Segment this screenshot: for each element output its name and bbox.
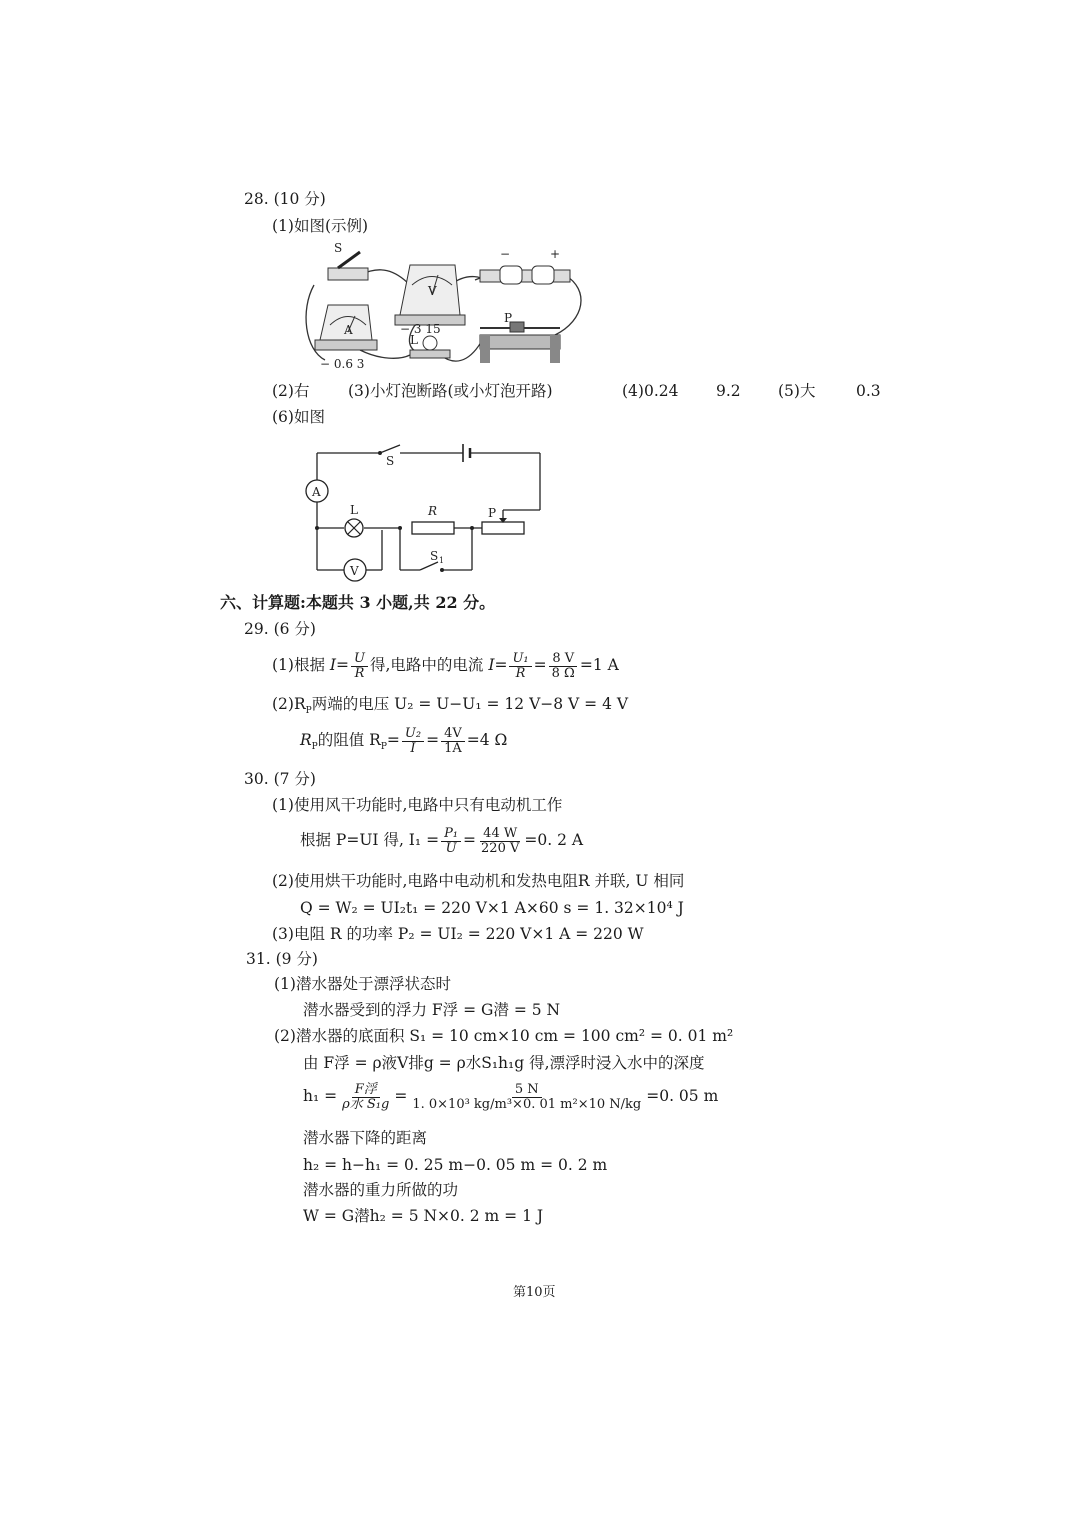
q31-header: 31. (9 分) xyxy=(246,950,318,968)
svg-text:S: S xyxy=(334,241,343,255)
svg-text:A: A xyxy=(312,485,321,499)
q28-part3: (3)小灯泡断路(或小灯泡开路) xyxy=(348,382,553,400)
q30-line5: (3)电阻 R 的功率 P₂ = UI₂ = 220 V×1 A = 220 W xyxy=(272,925,644,943)
switch-s-icon xyxy=(328,241,368,280)
q31-line1: (1)潜水器处于漂浮状态时 xyxy=(274,975,451,993)
svg-text:V: V xyxy=(428,284,437,298)
section-6-title: 六、计算题:本题共 3 小题,共 22 分。 xyxy=(220,593,496,612)
q30-line2: 根据 P=UI 得, I₁ = $\frac{\text{P₁}}{U}$ = $\frac{44 W}{220 V}$ =0. 2 A xyxy=(300,826,584,856)
q30-line3: (2)使用烘干功能时,电路中电动机和发热电阻R 并联, U 相同 xyxy=(272,872,685,890)
q28-header: 28. (10 分) xyxy=(244,190,326,208)
svg-text:P: P xyxy=(488,506,497,520)
svg-text:− 3 15: − 3 15 xyxy=(400,322,441,336)
ammeter-icon xyxy=(315,305,377,371)
svg-text:−: − xyxy=(500,247,511,261)
q31-line3: (2)潜水器的底面积 S₁ = 10 cm×10 cm = 100 cm² = 0. 01 m² xyxy=(274,1027,734,1045)
svg-text:A: A xyxy=(344,323,353,337)
page-number: 第10页 xyxy=(513,1285,556,1300)
q31-line7: h₂ = h−h₁ = 0. 25 m−0. 05 m = 0. 2 m xyxy=(303,1156,608,1174)
svg-text:L: L xyxy=(350,503,358,517)
q28-part5b: 0.3 xyxy=(856,382,881,400)
q31-line8: 潜水器的重力所做的功 xyxy=(303,1181,459,1199)
q31-line2: 潜水器受到的浮力 F浮 = G潜 = 5 N xyxy=(303,1001,561,1019)
q29-header: 29. (6 分) xyxy=(244,620,316,638)
q30-header: 30. (7 分) xyxy=(244,770,316,788)
svg-text:P: P xyxy=(504,311,513,325)
svg-text:L: L xyxy=(410,333,418,347)
q30-line1: (1)使用风干功能时,电路中只有电动机工作 xyxy=(272,796,563,814)
q28-part4a: (4)0.24 xyxy=(622,382,679,400)
svg-text:− 0.6 3: − 0.6 3 xyxy=(320,357,365,371)
resistor-r-icon xyxy=(412,504,454,534)
q28-part4b: 9.2 xyxy=(716,382,741,400)
battery-icon xyxy=(480,247,570,284)
q29-line1: (1)根据 I= $\frac{U}{R}$ 得,电路中的电流 I= $\frac{\text{U₁}}{R}$ = $\frac{8 V}{8 \Omega}$ =1 A xyxy=(272,651,619,681)
svg-text:S: S xyxy=(386,454,395,468)
q31-line5: h₁ = $\frac{\text{F浮}}{\text{ρ水 S₁g}}$ = $\frac{5 N}{\text{1. 0×10³ kg/m³×0. 01 m²×10 N/kg}}$ =0. 05 m xyxy=(303,1082,719,1112)
physical-circuit-figure xyxy=(300,240,600,375)
q31-line6: 潜水器下降的距离 xyxy=(303,1129,428,1147)
q30-line4: Q = W₂ = UI₂t₁ = 220 V×1 A×60 s = 1. 32×10⁴ J xyxy=(300,899,684,917)
q31-line9: W = G潜h₂ = 5 N×0. 2 m = 1 J xyxy=(303,1207,544,1225)
q28-part2: (2)右 xyxy=(272,382,310,400)
svg-text:R: R xyxy=(428,504,438,518)
svg-text:V: V xyxy=(350,564,359,578)
ammeter-symbol-icon xyxy=(306,480,328,502)
bulb-l-icon xyxy=(410,333,450,358)
rheostat-icon xyxy=(480,311,560,363)
circuit-diagram-figure xyxy=(300,438,550,586)
q29-line2: $(2)R_P$两端的电压 U₂ = U−U₁ = 12 V−8 V = 4 V xyxy=(272,695,629,717)
lamp-symbol-icon xyxy=(345,503,363,537)
q28-part6: (6)如图 xyxy=(272,408,325,426)
q28-part5a: (5)大 xyxy=(778,382,816,400)
svg-text:1: 1 xyxy=(439,556,445,565)
voltmeter-symbol-icon xyxy=(344,559,366,581)
q29-line3: $R_P$的阻值 $R_P=$ $\frac{\text{U₂}}{I}$ = $\frac{4V}{1A}$ =4 Ω xyxy=(300,726,508,756)
voltmeter-icon xyxy=(395,265,465,336)
q28-part1: (1)如图(示例) xyxy=(272,217,369,235)
q31-line4: 由 F浮 = ρ液V排g = ρ水S₁h₁g 得,漂浮时浸入水中的深度 xyxy=(303,1054,705,1072)
svg-text:S: S xyxy=(430,549,439,563)
svg-text:+: + xyxy=(550,247,561,261)
